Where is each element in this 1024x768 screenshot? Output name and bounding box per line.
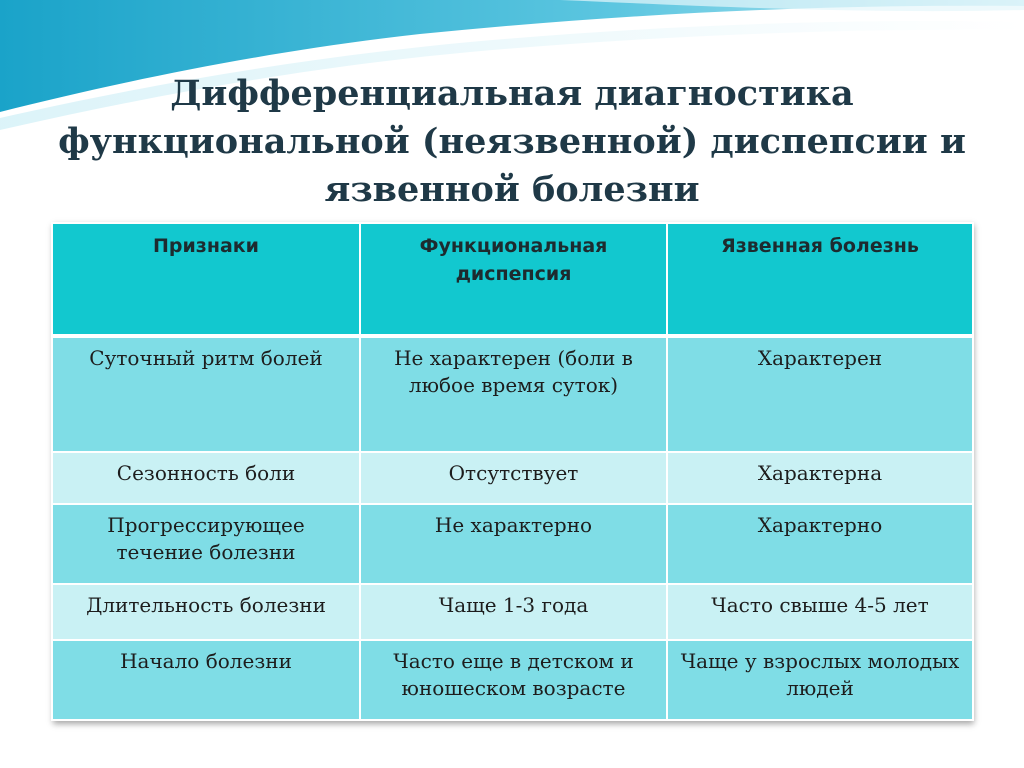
table-cell: Характерно [667, 504, 973, 584]
table-cell: Прогрессирующее течение болезни [52, 504, 360, 584]
title-line: Дифференциальная диагностика [170, 73, 854, 114]
table-cell: Начало болезни [52, 640, 360, 720]
header-cell-ulcer-disease: Язвенная болезнь [667, 223, 973, 336]
table-cell: Не характерен (боли в любое время суток) [360, 336, 667, 452]
comparison-table [51, 222, 974, 721]
table-row [52, 504, 973, 584]
table-cell: Суточный ритм болей [52, 336, 360, 452]
header-cell-functional-dyspepsia: Функциональная диспепсия [360, 223, 667, 336]
table-cell: Часто еще в детском и юношеском возрасте [360, 640, 667, 720]
comparison-table-wrapper [51, 222, 972, 721]
header-cell-signs: Признаки [52, 223, 360, 336]
table-row [52, 452, 973, 504]
table-row [52, 640, 973, 720]
table-row [52, 584, 973, 640]
slide-title [40, 70, 984, 214]
table-cell: Отсутствует [360, 452, 667, 504]
table-header-row [52, 223, 973, 336]
table-cell: Длительность болезни [52, 584, 360, 640]
title-line: язвенной болезни [324, 169, 700, 210]
table-cell: Сезонность боли [52, 452, 360, 504]
table-row [52, 336, 973, 452]
title-line: функциональной (неязвенной) диспепсии и [58, 121, 966, 162]
table-cell: Не характерно [360, 504, 667, 584]
table-cell: Характерен [667, 336, 973, 452]
table-cell: Часто свыше 4-5 лет [667, 584, 973, 640]
table-cell: Чаще 1-3 года [360, 584, 667, 640]
table-cell: Характерна [667, 452, 973, 504]
table-cell: Чаще у взрослых молодых людей [667, 640, 973, 720]
